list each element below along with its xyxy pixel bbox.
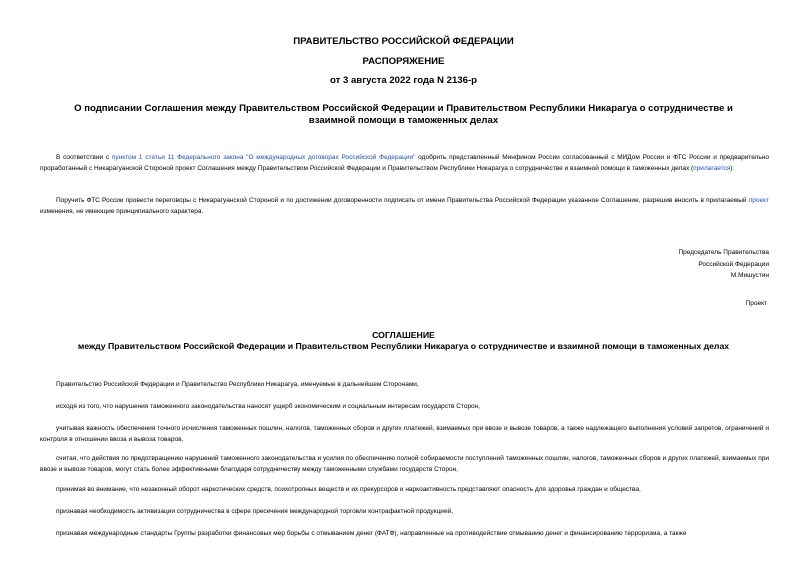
preamble-clause: признавая международные стандарты Группы разработки финансовых мер борьбы с отмыванием денег (ФАТФ), направленные на противодействие отмыванию денег и финансированию терроризма, а также [56,530,687,537]
federal-law-link[interactable]: пунктом 1 статьи 11 Федерального закона "О международных договорах Российской Федерации" [111,154,416,161]
agreement-heading: СОГЛАШЕНИЕ [372,330,435,340]
signature-position: Председатель Правительства [678,249,769,256]
document-title: О подписании Соглашения между Правительством Российской Федерации и Правительством Республики Никарагуа о сотрудничестве и взаимной помощи в таможенных делах [74,103,733,126]
paragraph-instruct-text-end: изменения, не имеющие принципиального характера. [40,207,204,215]
paragraph-instruct [40,196,769,217]
paragraph-approve [40,153,769,174]
preamble-clause: принимая во внимание, что незаконный оборот наркотических средств, психотропных веществ и их прекурсоров и наркоактивность представляют опасность для здоровья граждан и общества, [56,486,641,493]
signature-name: М.Мишустин [730,272,769,279]
document-type-heading: РАСПОРЯЖЕНИЕ [362,56,445,67]
agreement-subheading: между Правительством Российской Федерации и Правительством Республики Никарагуа о сотрудничестве и взаимной помощи в таможенных делах [77,341,730,351]
draft-link[interactable]: проект [748,197,769,204]
paragraph-approve-text-end: ). [730,164,735,172]
preamble-clause: исходя из того, что нарушения таможенного законодательства наносят ущерб экономическим и социальным интересам государств Сторон, [56,403,481,410]
preamble-clause: Правительство Российской Федерации и Правительство Республики Никарагуа, именуемые в дальнейшем Сторонами, [56,381,419,388]
preamble-clause: считая, что действия по предотвращению нарушений таможенного законодательства и усилия по обеспечению полной собираемости поступлений таможенных пошлин, налогов, таможенных сборов и других платежей, взимаемых при ввозе и вывозе товаров, могут стать более эффективными благодаря сотрудничеству между таможенными службами государств Сторон, [40,455,769,473]
attachment-link[interactable]: прилагается [693,164,731,172]
signature-block [569,247,769,282]
paragraph-approve-text-start: В соответствии с [56,154,112,161]
signature-organization: Российской Федерации [698,260,769,268]
issuer-heading: ПРАВИТЕЛЬСТВО РОССИЙСКОЙ ФЕДЕРАЦИИ [293,36,514,47]
project-label: Проект [745,300,767,307]
date-number-heading: от 3 августа 2022 года N 2136-р [329,75,478,86]
preamble-clause: учитывая важность обеспечения точного исчисления таможенных пошлин, налогов, таможенных сборов и других платежей, взимаемых при ввозе и вывозе товаров, а также надлежащего выполнения условий запретов, ограничений и контроля в отношении ввоза и вывоза товаров, [40,425,769,443]
preamble-clause: признавая необходимость активизации сотрудничества в сфере пресечения международной торговли контрафактной продукцией, [56,508,453,515]
paragraph-approve-text-middle: одобрить представленный Минфином России согласованный с МИДом России и ФТС России и предварительно проработанный с Никарагуанской Стороной проект Соглашения между Правительством Российской Федерации и Правительством Республики Никарагуа о сотрудничестве и взаимной помощи в таможенных делах ( [40,154,769,172]
paragraph-instruct-text-start: Поручить ФТС России провести переговоры с Никарагуанской Стороной и по достижении договоренности подписать от имени Правительства Российской Федерации указанное Соглашение, разрешив вносить в прилагаемый [56,197,749,204]
